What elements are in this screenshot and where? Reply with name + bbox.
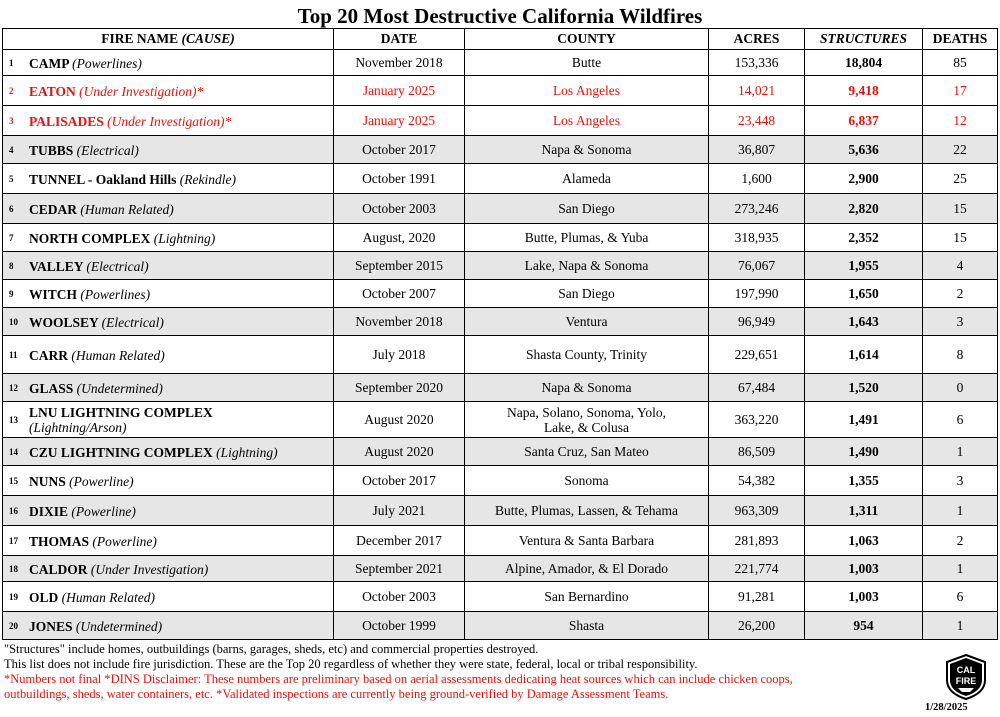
fire-cause: (Human Related) xyxy=(71,347,165,363)
fire-name-cell xyxy=(3,612,334,640)
table-row xyxy=(3,612,998,640)
fire-name: LNU LIGHTNING COMPLEX xyxy=(29,404,213,420)
date-cell: August 2020 xyxy=(334,438,465,466)
deaths-cell: 2 xyxy=(923,280,998,308)
logo-text-cal: CAL xyxy=(956,665,976,675)
rank-number: 4 xyxy=(9,145,14,156)
acres-cell: 229,651 xyxy=(709,336,805,374)
fire-name-cell xyxy=(3,582,334,612)
rank-number: 10 xyxy=(9,317,18,328)
note-structures: "Structures" include homes, outbuildings (barns, garages, sheds, etc) and commercial properties destroyed. xyxy=(4,642,539,656)
acres-cell: 153,336 xyxy=(709,50,805,76)
table-row xyxy=(3,280,998,308)
acres-cell: 14,021 xyxy=(709,76,805,106)
date-cell: November 2018 xyxy=(334,308,465,336)
structures-cell: 1,955 xyxy=(805,252,923,280)
date-cell: October 2003 xyxy=(334,194,465,224)
county-cell: Ventura & Santa Barbara xyxy=(465,526,709,556)
deaths-cell: 6 xyxy=(923,402,998,438)
deaths-cell: 1 xyxy=(923,556,998,582)
rank-number: 7 xyxy=(9,233,14,244)
calfire-logo-icon xyxy=(944,654,988,700)
structures-cell: 1,003 xyxy=(805,582,923,612)
table-row xyxy=(3,194,998,224)
table-row xyxy=(3,402,998,438)
county-cell: Sonoma xyxy=(465,466,709,496)
fire-name-cell xyxy=(3,496,334,526)
fire-name: CZU LIGHTNING COMPLEX xyxy=(29,444,213,460)
structures-cell: 2,820 xyxy=(805,194,923,224)
fire-name-cell xyxy=(3,374,334,402)
deaths-cell: 0 xyxy=(923,374,998,402)
fire-cause: (Powerline) xyxy=(69,473,134,489)
fire-name: OLD xyxy=(29,589,59,605)
fire-cause: (Human Related) xyxy=(61,589,155,605)
deaths-cell: 1 xyxy=(923,612,998,640)
rank-number: 20 xyxy=(9,621,18,632)
rank-number: 19 xyxy=(9,592,18,603)
county-cell: Shasta County, Trinity xyxy=(465,336,709,374)
fire-name-cell xyxy=(3,402,334,438)
deaths-cell: 15 xyxy=(923,224,998,252)
fire-name-cell xyxy=(3,194,334,224)
acres-cell: 54,382 xyxy=(709,466,805,496)
fire-cause: (Powerline) xyxy=(71,503,136,519)
fire-name: TUNNEL - Oakland Hills xyxy=(29,171,177,187)
date-cell: January 2025 xyxy=(334,106,465,136)
structures-cell: 1,650 xyxy=(805,280,923,308)
fire-name-cell xyxy=(3,466,334,496)
structures-cell: 1,643 xyxy=(805,308,923,336)
county-cell: Butte, Plumas, & Yuba xyxy=(465,224,709,252)
rank-number: 1 xyxy=(9,58,14,69)
fire-name: CAMP xyxy=(29,55,69,71)
date-cell: October 2007 xyxy=(334,280,465,308)
table-row xyxy=(3,76,998,106)
rank-number: 11 xyxy=(9,350,18,361)
deaths-cell: 85 xyxy=(923,50,998,76)
fire-cause: (Under Investigation)* xyxy=(107,113,232,129)
acres-cell: 1,600 xyxy=(709,164,805,194)
structures-cell: 1,311 xyxy=(805,496,923,526)
deaths-cell: 15 xyxy=(923,194,998,224)
rank-number: 9 xyxy=(9,289,14,300)
date-cell: September 2020 xyxy=(334,374,465,402)
fire-cause: (Lightning/Arson) xyxy=(29,419,127,435)
date-cell: October 1999 xyxy=(334,612,465,640)
fire-cause: (Powerline) xyxy=(92,533,157,549)
county-cell: Butte, Plumas, Lassen, & Tehama xyxy=(465,496,709,526)
deaths-cell: 12 xyxy=(923,106,998,136)
fire-name: VALLEY xyxy=(29,258,84,274)
county-cell: Ventura xyxy=(465,308,709,336)
fire-name-cell xyxy=(3,308,334,336)
deaths-cell: 22 xyxy=(923,136,998,164)
fire-cause: (Powerlines) xyxy=(72,55,142,71)
structures-cell: 9,418 xyxy=(805,76,923,106)
acres-cell: 91,281 xyxy=(709,582,805,612)
acres-cell: 26,200 xyxy=(709,612,805,640)
structures-cell: 1,063 xyxy=(805,526,923,556)
acres-cell: 96,949 xyxy=(709,308,805,336)
fire-name-cell xyxy=(3,438,334,466)
fire-name: THOMAS xyxy=(29,533,90,549)
rank-number: 16 xyxy=(9,506,18,517)
deaths-cell: 1 xyxy=(923,496,998,526)
fire-name-cell xyxy=(3,252,334,280)
county-cell: Los Angeles xyxy=(465,76,709,106)
date-cell: July 2021 xyxy=(334,496,465,526)
acres-cell: 221,774 xyxy=(709,556,805,582)
acres-cell: 363,220 xyxy=(709,402,805,438)
deaths-cell: 4 xyxy=(923,252,998,280)
header-row xyxy=(3,29,998,50)
fire-cause: (Undetermined) xyxy=(76,380,163,396)
acres-cell: 281,893 xyxy=(709,526,805,556)
structures-cell: 2,352 xyxy=(805,224,923,252)
rank-number: 18 xyxy=(9,564,18,575)
date-cell: September 2021 xyxy=(334,556,465,582)
fire-name: GLASS xyxy=(29,380,74,396)
rank-number: 5 xyxy=(9,174,14,185)
date-cell: October 2003 xyxy=(334,582,465,612)
fire-name: EATON xyxy=(29,83,76,99)
header-structures: STRUCTURES xyxy=(805,29,923,50)
county-cell: Napa & Sonoma xyxy=(465,136,709,164)
county-cell: Alameda xyxy=(465,164,709,194)
date-cell: October 2017 xyxy=(334,136,465,164)
fire-name: JONES xyxy=(29,618,73,634)
fire-name: DIXIE xyxy=(29,503,69,519)
date-cell: September 2015 xyxy=(334,252,465,280)
acres-cell: 86,509 xyxy=(709,438,805,466)
rank-number: 3 xyxy=(9,116,14,127)
table-row xyxy=(3,252,998,280)
fire-name-cell xyxy=(3,336,334,374)
note-disclaimer: *Numbers not final *DINS Disclaimer: These numbers are preliminary based on aerial assessments dedicating heat sources which can include chicken coops, xyxy=(4,672,793,686)
table-row xyxy=(3,526,998,556)
fire-name-cell xyxy=(3,76,334,106)
county-cell: Santa Cruz, San Mateo xyxy=(465,438,709,466)
table-row xyxy=(3,136,998,164)
county-cell: Los Angeles xyxy=(465,106,709,136)
page-title: Top 20 Most Destructive California Wildfires xyxy=(297,4,703,28)
deaths-cell: 3 xyxy=(923,466,998,496)
header-county: COUNTY xyxy=(465,29,709,50)
date-cell: November 2018 xyxy=(334,50,465,76)
fire-cause: (Under Investigation) xyxy=(90,561,209,577)
table-row xyxy=(3,224,998,252)
fire-cause: (Undetermined) xyxy=(75,618,163,634)
fire-cause: (Powerlines) xyxy=(80,286,151,302)
structures-cell: 1,355 xyxy=(805,466,923,496)
header-fire-name: FIRE NAME (CAUSE) xyxy=(3,29,334,50)
rank-number: 2 xyxy=(9,86,14,97)
fire-name-cell xyxy=(3,556,334,582)
fire-name: CALDOR xyxy=(29,561,88,577)
fire-name-cell xyxy=(3,224,334,252)
table-row xyxy=(3,106,998,136)
county-cell: San Diego xyxy=(465,280,709,308)
structures-cell: 6,837 xyxy=(805,106,923,136)
fire-name-cell xyxy=(3,164,334,194)
date-cell: October 1991 xyxy=(334,164,465,194)
fire-name: NORTH COMPLEX xyxy=(29,230,151,246)
deaths-cell: 2 xyxy=(923,526,998,556)
acres-cell: 36,807 xyxy=(709,136,805,164)
rank-number: 13 xyxy=(9,414,18,425)
deaths-cell: 3 xyxy=(923,308,998,336)
county-cell: Napa, Solano, Sonoma, Yolo, Lake, & Colusa xyxy=(465,402,709,438)
date-cell: August 2020 xyxy=(334,402,465,438)
fire-name: WOOLSEY xyxy=(29,314,99,330)
structures-cell: 954 xyxy=(805,612,923,640)
fire-name: CEDAR xyxy=(29,201,78,217)
deaths-cell: 25 xyxy=(923,164,998,194)
header-deaths: DEATHS xyxy=(923,29,998,50)
fire-name: PALISADES xyxy=(29,113,104,129)
county-cell: San Bernardino xyxy=(465,582,709,612)
county-cell: Alpine, Amador, & El Dorado xyxy=(465,556,709,582)
fire-cause: (Lightning) xyxy=(153,230,216,246)
deaths-cell: 1 xyxy=(923,438,998,466)
rank-number: 15 xyxy=(9,476,18,487)
fire-name-cell xyxy=(3,526,334,556)
note-jurisdiction: This list does not include fire jurisdiction. These are the Top 20 regardless of whether they were state, federal, local or tribal responsibility. xyxy=(4,657,698,671)
acres-cell: 273,246 xyxy=(709,194,805,224)
rank-number: 12 xyxy=(9,383,18,394)
footer-date: 1/28/2025 xyxy=(925,702,968,713)
date-cell: October 2017 xyxy=(334,466,465,496)
acres-cell: 67,484 xyxy=(709,374,805,402)
fire-name: TUBBS xyxy=(29,142,74,158)
structures-cell: 2,900 xyxy=(805,164,923,194)
acres-cell: 197,990 xyxy=(709,280,805,308)
fire-cause: (Rekindle) xyxy=(179,171,237,187)
fire-cause: (Lightning) xyxy=(216,444,278,460)
structures-cell: 1,614 xyxy=(805,336,923,374)
fire-name-cell xyxy=(3,136,334,164)
date-cell: July 2018 xyxy=(334,336,465,374)
county-cell: Lake, Napa & Sonoma xyxy=(465,252,709,280)
table-row xyxy=(3,164,998,194)
fire-cause: (Electrical) xyxy=(76,142,139,158)
county-cell: Napa & Sonoma xyxy=(465,374,709,402)
rank-number: 17 xyxy=(9,536,18,547)
fire-cause: (Under Investigation)* xyxy=(79,83,204,99)
county-cell: Shasta xyxy=(465,612,709,640)
fire-name: CARR xyxy=(29,347,68,363)
wildfire-table xyxy=(2,28,998,640)
table-row xyxy=(3,556,998,582)
deaths-cell: 8 xyxy=(923,336,998,374)
date-cell: January 2025 xyxy=(334,76,465,106)
acres-cell: 963,309 xyxy=(709,496,805,526)
fire-cause: (Human Related) xyxy=(80,201,174,217)
acres-cell: 23,448 xyxy=(709,106,805,136)
date-cell: August, 2020 xyxy=(334,224,465,252)
fire-cause: (Electrical) xyxy=(101,314,164,330)
fire-name: NUNS xyxy=(29,473,66,489)
date-cell: December 2017 xyxy=(334,526,465,556)
header-acres: ACRES xyxy=(709,29,805,50)
table-row xyxy=(3,466,998,496)
structures-cell: 1,491 xyxy=(805,402,923,438)
footnotes xyxy=(4,642,904,702)
note-disclaimer-cont: outbuildings, sheds, water containers, etc. *Validated inspections are currently being ground-verified by Damage Assessment Teams. xyxy=(4,687,669,701)
acres-cell: 318,935 xyxy=(709,224,805,252)
logo-text-fire: FIRE xyxy=(955,676,977,686)
acres-cell: 76,067 xyxy=(709,252,805,280)
rank-number: 6 xyxy=(9,204,14,215)
county-cell: San Diego xyxy=(465,194,709,224)
fire-cause: (Electrical) xyxy=(86,258,149,274)
table-row xyxy=(3,50,998,76)
table-row xyxy=(3,374,998,402)
table-row xyxy=(3,582,998,612)
structures-cell: 5,636 xyxy=(805,136,923,164)
fire-name: WITCH xyxy=(29,286,78,302)
table-row xyxy=(3,336,998,374)
fire-name-cell xyxy=(3,106,334,136)
table-row xyxy=(3,496,998,526)
deaths-cell: 6 xyxy=(923,582,998,612)
table-row xyxy=(3,438,998,466)
table-row xyxy=(3,308,998,336)
fire-name-cell xyxy=(3,50,334,76)
header-date: DATE xyxy=(334,29,465,50)
fire-name-cell xyxy=(3,280,334,308)
structures-cell: 1,490 xyxy=(805,438,923,466)
county-cell: Butte xyxy=(465,50,709,76)
rank-number: 14 xyxy=(9,447,18,458)
structures-cell: 18,804 xyxy=(805,50,923,76)
deaths-cell: 17 xyxy=(923,76,998,106)
rank-number: 8 xyxy=(9,261,14,272)
structures-cell: 1,520 xyxy=(805,374,923,402)
structures-cell: 1,003 xyxy=(805,556,923,582)
